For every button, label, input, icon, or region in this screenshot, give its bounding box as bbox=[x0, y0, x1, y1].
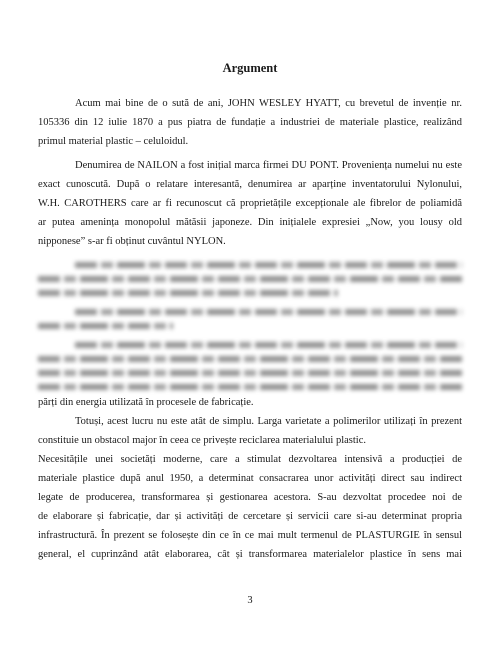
text-block-top bbox=[38, 94, 462, 251]
page-number: 3 bbox=[247, 595, 253, 606]
text-line: legate de producerea, transformarea și gestionarea acestora. S-au dezvoltat procedee noi de bbox=[38, 492, 462, 503]
document-title: Argument bbox=[222, 61, 278, 75]
text-line: de elaborare și fabricație, dar și activități de cercetare și servicii care si-au determinat propria bbox=[38, 511, 462, 522]
text-line: Necesitățile unei societăți moderne, care a stimulat dezvoltarea intensivă a producției de bbox=[38, 454, 462, 465]
blurred-text-line bbox=[38, 352, 462, 366]
blurred-text-line bbox=[38, 286, 462, 300]
blurred-text-line bbox=[38, 366, 462, 380]
blurred-text-region bbox=[38, 258, 462, 394]
text-line: Acum mai bine de o sută de ani, JOHN WESLEY HYATT, cu brevetul de invenție nr. bbox=[75, 98, 462, 109]
text-line: 105336 din 12 iulie 1870 a pus piatra de fundație a industriei de materiale plastice, realizând bbox=[38, 117, 462, 128]
text-line: ar putea amenința monopolul mătăsii japoneze. Din inițialele expresiei „Now, you lousy old bbox=[38, 217, 462, 228]
text-line: infrastructură. În prezent se folosește din ce în ce mai mult termenul de PLASTURGIE în sensul bbox=[38, 530, 462, 541]
text-line: primul material plastic – celuloidul. bbox=[38, 136, 189, 147]
blurred-text-line bbox=[38, 258, 462, 272]
paragraph-plasturgie bbox=[38, 450, 462, 564]
text-line: materiale plastice după anul 1950, a determinat consacrarea unor activități direct sau indirect bbox=[38, 473, 462, 484]
text-line: Denumirea de NAILON a fost inițial marca firmei DU PONT. Proveniența numelui nu este bbox=[75, 160, 462, 171]
paragraph-hyatt bbox=[38, 94, 462, 151]
blurred-text-line bbox=[38, 338, 462, 352]
text-line: W.H. CAROTHERS care ar fi recunoscut că proprietățile excepționale ale fibrelor de poliamidă bbox=[38, 198, 462, 209]
blurred-text-line bbox=[38, 380, 462, 394]
text-line: exact cunoscută. După o relatare interesantă, denumirea ar aparține inventatorului Nylonului, bbox=[38, 179, 462, 190]
text-line: nipponese” s-ar fi obținut cuvântul NYLON. bbox=[38, 236, 226, 247]
paragraph-recycling bbox=[38, 412, 462, 450]
text-line: constituie un obstacol major în ceea ce privește reciclarea materialului plastic. bbox=[38, 435, 366, 446]
blurred-text-line bbox=[38, 319, 462, 333]
text-line: părți din energia utilizată în procesele de fabricație. bbox=[38, 397, 254, 408]
text-line: Totuși, acest lucru nu este atât de simplu. Larga varietate a polimerilor utilizați în prezent bbox=[75, 416, 462, 427]
text-block-bottom bbox=[38, 393, 462, 564]
paragraph-energy-continuation bbox=[38, 393, 462, 412]
blurred-text-line bbox=[38, 272, 462, 286]
blurred-text-line bbox=[38, 305, 462, 319]
text-line: general, el cuprinzând atât elaborarea, cât și transformarea materialelor plastice în sens mai bbox=[38, 549, 462, 560]
paragraph-nailon bbox=[38, 156, 462, 251]
